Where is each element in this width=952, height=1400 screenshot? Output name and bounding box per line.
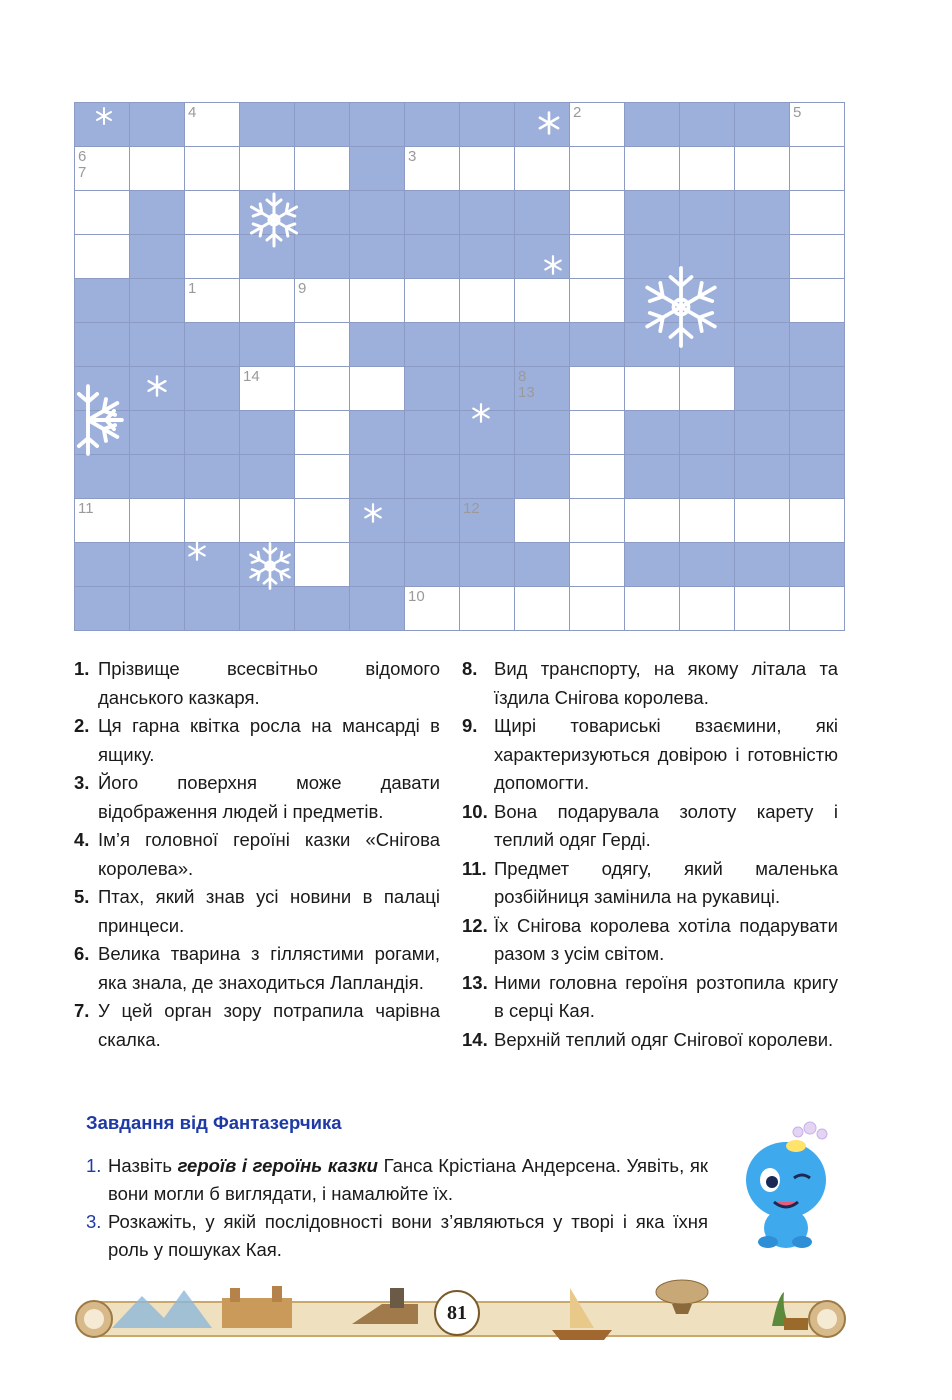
crossword-blank-cell <box>680 543 735 587</box>
crossword-blank-cell <box>680 323 735 367</box>
crossword-blank-cell <box>460 103 515 147</box>
crossword-blank-cell <box>625 543 680 587</box>
crossword-blank-cell <box>350 499 405 543</box>
crossword-letter-cell[interactable] <box>570 543 625 587</box>
crossword-letter-cell[interactable] <box>185 499 240 543</box>
crossword-blank-cell <box>75 455 130 499</box>
crossword-blank-cell <box>240 235 295 279</box>
crossword-blank-cell <box>130 587 185 631</box>
crossword-blank-cell <box>460 323 515 367</box>
crossword-blank-cell <box>680 103 735 147</box>
clue-item <box>74 940 440 997</box>
crossword-letter-cell[interactable] <box>625 147 680 191</box>
crossword-blank-cell <box>625 235 680 279</box>
crossword-letter-cell[interactable] <box>405 587 460 631</box>
crossword-letter-cell[interactable] <box>625 367 680 411</box>
crossword-blank-cell <box>680 411 735 455</box>
crossword-blank-cell <box>295 191 350 235</box>
crossword-blank-cell <box>515 411 570 455</box>
crossword-blank-cell <box>460 411 515 455</box>
crossword-blank-cell <box>185 323 240 367</box>
crossword-blank-cell <box>75 279 130 323</box>
task-item-1 <box>86 1152 708 1208</box>
crossword-letter-cell[interactable] <box>295 499 350 543</box>
clue-text: Вид транспорту, на якому літала та їздила Снігова королева. <box>494 658 838 708</box>
clue-number-label: 12 <box>463 500 480 517</box>
crossword-blank-cell <box>680 455 735 499</box>
crossword-blank-cell <box>405 499 460 543</box>
crossword-letter-cell[interactable] <box>735 499 790 543</box>
crossword-blank-cell <box>295 587 350 631</box>
clue-text: Ними головна героїня розтопила кригу в серці Кая. <box>494 971 838 1021</box>
clue-number: 1. <box>74 658 90 679</box>
crossword-letter-cell[interactable] <box>295 543 350 587</box>
crossword-blank-cell <box>240 191 295 235</box>
crossword-blank-cell <box>350 455 405 499</box>
crossword-letter-cell[interactable] <box>185 279 240 323</box>
crossword-blank-cell <box>185 543 240 587</box>
crossword-blank-cell <box>130 411 185 455</box>
crossword-letter-cell[interactable] <box>295 147 350 191</box>
crossword-blank-cell <box>130 323 185 367</box>
crossword-letter-cell[interactable] <box>790 279 845 323</box>
crossword-letter-cell[interactable] <box>570 103 625 147</box>
clue-item <box>462 798 838 855</box>
crossword-blank-cell <box>130 455 185 499</box>
crossword-letter-cell[interactable] <box>185 147 240 191</box>
crossword-blank-cell <box>680 191 735 235</box>
crossword-blank-cell <box>790 367 845 411</box>
crossword-blank-cell <box>75 587 130 631</box>
crossword-letter-cell[interactable] <box>790 147 845 191</box>
fantazerchyk-mascot <box>738 1120 834 1250</box>
clue-number: 2. <box>74 715 90 736</box>
crossword-blank-cell <box>625 455 680 499</box>
clue-text: Його поверхня може давати відображення людей і предметів. <box>98 772 440 822</box>
crossword-blank-cell <box>460 191 515 235</box>
clue-number: 9. <box>462 715 478 736</box>
crossword-letter-cell[interactable] <box>240 499 295 543</box>
clue-item <box>74 655 440 712</box>
crossword-blank-cell <box>130 191 185 235</box>
clues-right-column <box>462 655 838 1054</box>
crossword-blank-cell <box>405 367 460 411</box>
crossword-blank-cell <box>680 279 735 323</box>
clue-item <box>462 912 838 969</box>
clue-number-label: 10 <box>408 588 425 605</box>
clue-number-label: 5 <box>793 104 802 121</box>
crossword-blank-cell <box>405 235 460 279</box>
crossword-blank-cell <box>515 103 570 147</box>
clue-text: Верхній теплий одяг Снігової королеви. <box>494 1028 834 1050</box>
task-item-2 <box>86 1208 708 1264</box>
clue-item <box>74 769 440 826</box>
crossword-letter-cell[interactable] <box>570 455 625 499</box>
clue-number: 7. <box>74 1000 90 1021</box>
clue-item <box>74 883 440 940</box>
clue-number: 13. <box>462 971 488 993</box>
clue-item <box>74 712 440 769</box>
clue-number-label: 2 <box>573 104 582 121</box>
crossword-blank-cell <box>240 411 295 455</box>
clue-text: Предмет одягу, який маленька розбійниця замінила на рукавиці. <box>494 857 838 907</box>
crossword-blank-cell <box>735 367 790 411</box>
crossword-blank-cell <box>185 455 240 499</box>
crossword-blank-cell <box>405 191 460 235</box>
crossword-blank-cell <box>350 411 405 455</box>
clue-text: Птах, який знав усі новини в палаці принцеси. <box>98 886 440 936</box>
clue-number-label: 9 <box>298 280 307 297</box>
crossword-blank-cell <box>460 543 515 587</box>
clue-item <box>462 655 838 712</box>
clue-item <box>74 826 440 883</box>
crossword-blank-cell <box>460 367 515 411</box>
crossword-blank-cell <box>240 543 295 587</box>
crossword-blank-cell <box>515 367 570 411</box>
crossword-blank-cell <box>130 279 185 323</box>
crossword-letter-cell[interactable] <box>75 235 130 279</box>
crossword-letter-cell[interactable] <box>570 147 625 191</box>
crossword-letter-cell[interactable] <box>130 147 185 191</box>
crossword-letter-cell[interactable] <box>460 279 515 323</box>
task-text: Назвіть героїв і героїнь казки Ганса Крістіана Андерсена. Уявіть, як вони могли б виглядати, і намалюйте їх. <box>108 1155 708 1204</box>
crossword-blank-cell <box>350 587 405 631</box>
crossword-blank-cell <box>515 323 570 367</box>
clue-item <box>462 969 838 1026</box>
crossword-blank-cell <box>735 235 790 279</box>
crossword-blank-cell <box>735 543 790 587</box>
crossword-letter-cell[interactable] <box>240 147 295 191</box>
clue-number: 11. <box>462 857 487 879</box>
crossword-letter-cell[interactable] <box>570 191 625 235</box>
crossword-blank-cell <box>405 411 460 455</box>
crossword-letter-cell[interactable] <box>570 235 625 279</box>
clue-text: Велика тварина з гіллястими рогами, яка знала, де знаходиться Лапландія. <box>98 943 440 993</box>
crossword-blank-cell <box>790 323 845 367</box>
clue-number: 14. <box>462 1028 488 1050</box>
crossword-letter-cell[interactable] <box>735 147 790 191</box>
crossword-letter-cell[interactable] <box>75 191 130 235</box>
clue-item <box>462 712 838 798</box>
crossword-blank-cell <box>185 411 240 455</box>
crossword-blank-cell <box>790 455 845 499</box>
crossword-blank-cell <box>515 543 570 587</box>
crossword-letter-cell[interactable] <box>680 147 735 191</box>
task-number: 1. <box>86 1155 102 1176</box>
crossword-letter-cell[interactable] <box>625 499 680 543</box>
crossword-blank-cell <box>350 147 405 191</box>
crossword-letter-cell[interactable] <box>570 499 625 543</box>
task-title: Завдання від Фантазерчика <box>86 1112 342 1133</box>
crossword-blank-cell <box>130 543 185 587</box>
crossword-blank-cell <box>75 367 130 411</box>
crossword-blank-cell <box>735 191 790 235</box>
crossword-blank-cell <box>570 323 625 367</box>
clue-text: Ім’я головної героїні казки «Снігова королева». <box>98 829 440 879</box>
crossword-letter-cell[interactable] <box>625 587 680 631</box>
clue-item <box>462 855 838 912</box>
crossword-blank-cell <box>295 235 350 279</box>
crossword-grid <box>74 102 845 631</box>
crossword-blank-cell <box>790 411 845 455</box>
clue-text: Вона подарувала золоту карету і теплий одяг Герді. <box>494 800 838 850</box>
crossword-letter-cell[interactable] <box>570 367 625 411</box>
crossword-letter-cell[interactable] <box>790 191 845 235</box>
crossword-blank-cell <box>350 235 405 279</box>
crossword-blank-cell <box>405 543 460 587</box>
crossword-blank-cell <box>460 455 515 499</box>
crossword-letter-cell[interactable] <box>460 147 515 191</box>
crossword-letter-cell[interactable] <box>515 499 570 543</box>
clues-left-column <box>74 655 440 1054</box>
crossword-letter-cell[interactable] <box>350 279 405 323</box>
clue-text: Щирі товариські взаємини, які характеризуються довірою і готовністю допомогти. <box>494 715 838 793</box>
clue-item <box>462 1026 838 1055</box>
crossword-letter-cell[interactable] <box>185 103 240 147</box>
clue-number-label: 14 <box>243 368 260 385</box>
crossword-letter-cell[interactable] <box>680 499 735 543</box>
crossword-blank-cell <box>625 411 680 455</box>
clue-text: Прізвище всесвітньо відомого данського казкаря. <box>98 658 440 708</box>
crossword-letter-cell[interactable] <box>295 367 350 411</box>
crossword-letter-cell[interactable] <box>185 235 240 279</box>
crossword-letter-cell[interactable] <box>515 147 570 191</box>
crossword-letter-cell[interactable] <box>350 367 405 411</box>
crossword-blank-cell <box>75 411 130 455</box>
crossword-blank-cell <box>405 455 460 499</box>
crossword-blank-cell <box>625 279 680 323</box>
crossword-blank-cell <box>240 587 295 631</box>
crossword-blank-cell <box>405 103 460 147</box>
crossword-blank-cell <box>515 235 570 279</box>
clue-text: У цей орган зору потрапила чарівна скалка. <box>98 1000 440 1050</box>
clue-number-label: 8 13 <box>518 368 535 401</box>
crossword-blank-cell <box>350 191 405 235</box>
crossword-blank-cell <box>460 499 515 543</box>
clue-number-label: 1 <box>188 280 197 297</box>
crossword-letter-cell[interactable] <box>405 279 460 323</box>
crossword-letter-cell[interactable] <box>75 499 130 543</box>
crossword-letter-cell[interactable] <box>790 103 845 147</box>
crossword-blank-cell <box>680 235 735 279</box>
crossword-blank-cell <box>735 103 790 147</box>
clue-number: 6. <box>74 943 90 964</box>
crossword-letter-cell[interactable] <box>295 411 350 455</box>
clue-number: 5. <box>74 886 90 907</box>
crossword-blank-cell <box>130 235 185 279</box>
crossword-blank-cell <box>625 103 680 147</box>
crossword-letter-cell[interactable] <box>570 411 625 455</box>
crossword-blank-cell <box>75 103 130 147</box>
crossword-blank-cell <box>405 323 460 367</box>
crossword-letter-cell[interactable] <box>680 367 735 411</box>
crossword-blank-cell <box>625 323 680 367</box>
crossword-blank-cell <box>350 103 405 147</box>
crossword-blank-cell <box>240 323 295 367</box>
crossword-letter-cell[interactable] <box>570 587 625 631</box>
crossword-letter-cell[interactable] <box>295 279 350 323</box>
crossword-blank-cell <box>625 191 680 235</box>
crossword-blank-cell <box>735 279 790 323</box>
task-number: 3. <box>86 1211 102 1232</box>
crossword-blank-cell <box>350 543 405 587</box>
crossword-blank-cell <box>75 543 130 587</box>
crossword-blank-cell <box>735 411 790 455</box>
clue-number: 8. <box>462 658 478 679</box>
clue-number-label: 4 <box>188 104 197 121</box>
clue-number: 10. <box>462 800 488 822</box>
crossword-letter-cell[interactable] <box>570 279 625 323</box>
crossword-letter-cell[interactable] <box>295 323 350 367</box>
clue-item <box>74 997 440 1054</box>
clue-text: Їх Снігова королева хотіла подарувати разом з усім світом. <box>494 914 838 964</box>
crossword-letter-cell[interactable] <box>790 499 845 543</box>
crossword-letter-cell[interactable] <box>185 191 240 235</box>
page-number: 81 <box>434 1290 480 1336</box>
crossword-blank-cell <box>735 455 790 499</box>
crossword-letter-cell[interactable] <box>735 587 790 631</box>
crossword-blank-cell <box>185 587 240 631</box>
crossword-letter-cell[interactable] <box>75 147 130 191</box>
crossword-blank-cell <box>75 323 130 367</box>
clue-number-label: 11 <box>78 500 94 517</box>
crossword-blank-cell <box>790 543 845 587</box>
crossword-letter-cell[interactable] <box>130 499 185 543</box>
crossword-blank-cell <box>515 455 570 499</box>
crossword-letter-cell[interactable] <box>240 279 295 323</box>
crossword-blank-cell <box>240 103 295 147</box>
clue-number: 4. <box>74 829 90 850</box>
clue-number: 3. <box>74 772 90 793</box>
clue-number: 12. <box>462 914 488 936</box>
crossword-letter-cell[interactable] <box>515 587 570 631</box>
crossword-blank-cell <box>350 323 405 367</box>
crossword-blank-cell <box>295 103 350 147</box>
crossword-letter-cell[interactable] <box>680 587 735 631</box>
crossword-letter-cell[interactable] <box>515 279 570 323</box>
clue-number-label: 3 <box>408 148 417 165</box>
clue-text: Ця гарна квітка росла на мансарді в ящику. <box>98 715 440 765</box>
crossword-blank-cell <box>460 235 515 279</box>
crossword-blank-cell <box>240 455 295 499</box>
crossword-letter-cell[interactable] <box>460 587 515 631</box>
crossword-blank-cell <box>130 103 185 147</box>
crossword-blank-cell <box>515 191 570 235</box>
crossword-blank-cell <box>735 323 790 367</box>
crossword-letter-cell[interactable] <box>405 147 460 191</box>
crossword-blank-cell <box>185 367 240 411</box>
crossword-letter-cell[interactable] <box>790 587 845 631</box>
crossword-blank-cell <box>130 367 185 411</box>
crossword-letter-cell[interactable] <box>790 235 845 279</box>
crossword-letter-cell[interactable] <box>295 455 350 499</box>
crossword-letter-cell[interactable] <box>240 367 295 411</box>
clue-number-label: 6 7 <box>78 148 87 181</box>
task-text: Розкажіть, у якій послідовності вони з’являються у творі і яка їхня роль у пошуках Кая. <box>108 1211 708 1260</box>
